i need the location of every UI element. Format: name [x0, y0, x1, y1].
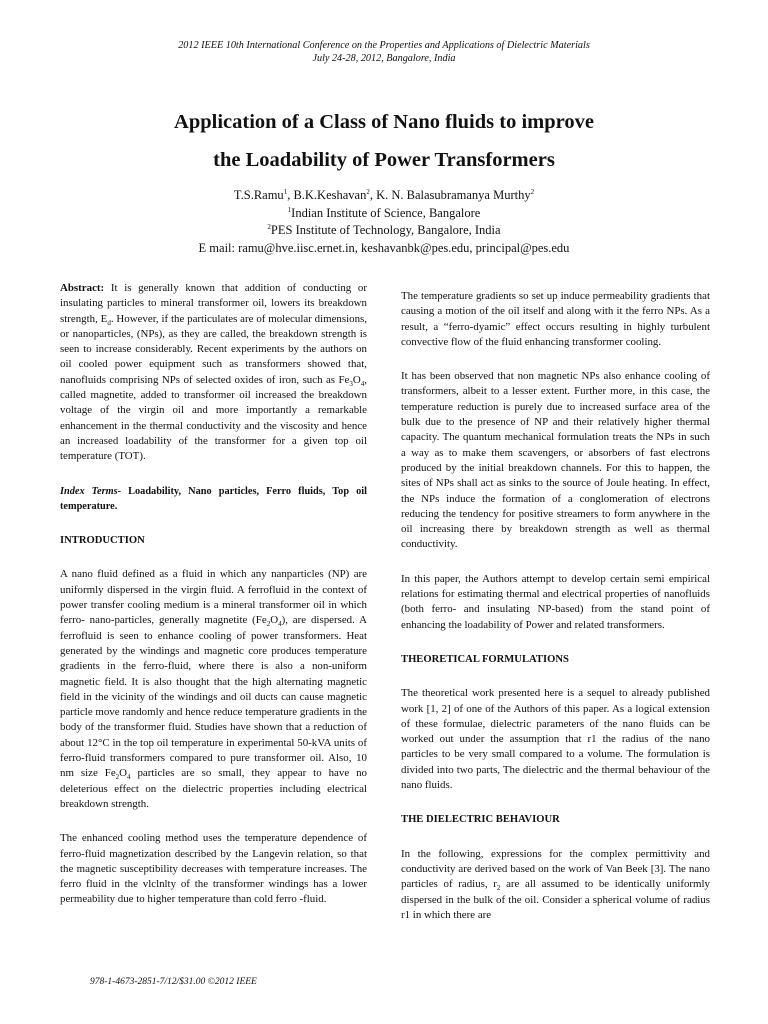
author-emails: E mail: ramu@hve.iisc.ernet.in, keshavanbk@pes.edu, principal@pes.edu [198, 240, 570, 255]
title-line-2: the Loadability of Power Transformers [213, 149, 555, 171]
right-paragraph-5: In the following, expressions for the complex permittivity and conductivity are derived based on the work of Van Beek [3]. The nano particles of radius, $r_2$ are all assumed to be identically uniformly dispersed in the bulk of the oil. Consider a spherical volume of radius r1 in which there are [401, 847, 710, 921]
affiliation-2: $^2$PES Institute of Technology, Bangalore, India [267, 222, 501, 237]
affil-mark: 2 [530, 187, 535, 196]
author-names: T.S.Ramu$^1$, B.K.Keshavan$^2$, K. N. Balasubramanya Murthy$^2$ [233, 187, 535, 202]
right-paragraph-2: It has been observed that non magnetic NPs also enhance cooling of transformers, albeit to a lesser extent. Further more, in this case, the temperature reduction is purely due to increased surface area of the bulk due to the presence of NP and their relatively higher thermal capacity. The quantum mechanical formulation treats the NPs in such a way as to make them scavengers, or absorbers of fast electrons produced by the initial breakdown channels. For this to happen, the sites of NPs shall act as sinks to the source of Joule heating. In effect, the NPs induce the formation of a conglomeration of electrons reducing the tendency for positive streamers to form anywhere in the oil increasing there by breakdown strength as well as thermal conductivity. [401, 370, 710, 551]
conference-dates: July 24-28, 2012, Bangalore, India [312, 53, 456, 64]
conference-header [0, 39, 768, 65]
affil-mark: 2 [366, 187, 370, 196]
affil-mark: 1 [287, 205, 292, 214]
index-terms: Index Terms- Loadability, Nano particles, Ferro fluids, Top oil temperature. [60, 485, 368, 512]
intro-paragraph-1: A nano fluid defined as a fluid in which any nanparticles (NP) are uniformly dispersed in the virgin fluid. A ferrofluid in the context of power transfer cooling medium is a mineral transformer oil in which ferro- nano-particles, generally magnetite $(Fe_2O_4)$, are dispersed. A ferrofluid is seen to enhance cooling of power transformers. Heat generated by the windings and magnetic core produces temperature gradients in the ferro-fluid, where there is also a non-uniform magnetic field. It is also thought that the high alternating magnetic field in the vicinity of the windings and oil ducts can cause magnetic particle move randomly and hence reduce temperature gradients in the body of the transformer fluid. Studies have shown that a reduction of about 12°C in the top oil temperature in experimental 50-kVA units of ferro-fluid transformers compared to pure transformer oil. Also, 10 nm size $Fe_2O_4$ particles are so small, they appear to have no deleterious effect on the dielectric properties including electrical breakdown strength. [60, 568, 367, 810]
right-paragraph-1: The temperature gradients so set up induce permeability gradients that causing a motion of the oil itself and along with it the ferro NPs. As a result, a “ferro-dyamic” effect occurs resulting in highly turbulent convective flow of the fluid enhancing transformer cooling. [401, 290, 710, 348]
affil-mark: 2 [267, 222, 271, 231]
abstract: Abstract: It is generally known that addition of conducting or insulating particles to mineral transformer oil, lowers its breakdown strength, $E_d$. However, if the particulates are of molecular dimensions, or nanoparticles, (NPs), as they are called, the breakdown strength is seen to increase considerably. Recent experiments by the authors on oil cooled power equipment such as transformers showed that, nanofluids comprising NPs of selected oxides of iron, such as $Fe_3O_4$, called magnetite, added to transformer oil increased the breakdown voltage of the virgin oil and more importantly a remarkable enhancement in the thermal conductivity and the viscosity and hence an increased loadability of the transformer for a given top oil temperature (TOT). [60, 282, 367, 463]
author-1: T.S.Ramu [233, 188, 284, 202]
affiliation-1: $^1$Indian Institute of Science, Bangalore [287, 205, 481, 220]
author-block [0, 187, 768, 257]
index-terms-label: Index Terms- [60, 485, 122, 497]
right-paragraph-4: The theoretical work presented here is a sequel to already published work [1, 2] of one of the Authors of this paper. As a logical extension of these formulae, dielectric parameters of the nano fluids can be worked out under the assumption that r1 the radius of the nano particles to be very small compared to a volume. The formulation is divided into two parts, The dielectric and the thermal behaviour of the nano fluids. [401, 687, 710, 792]
abstract-label: Abstract: [60, 282, 105, 294]
author-3: K. N. Balasubramanya Murthy [376, 188, 531, 202]
conference-name: 2012 IEEE 10th International Conference on the Properties and Applications of Dielectric Materials [178, 40, 590, 51]
section-heading-dielectric: THE DIELECTRIC BEHAVIOUR [401, 814, 560, 826]
right-paragraph-3: In this paper, the Authors attempt to develop certain semi empirical relations for estimating thermal and electrical properties of nanofluids (both ferro- and insulating NP-based) from the stand point of enhancing the loadability of Power and related transformers. [401, 572, 710, 631]
paper-title [0, 103, 768, 179]
right-column [401, 289, 710, 923]
section-heading-theoretical: THEORETICAL FORMULATIONS [401, 653, 569, 665]
title-line-1: Application of a Class of Nano fluids to improve [174, 111, 594, 133]
author-2: B.K.Keshavan [293, 188, 367, 202]
left-column [60, 281, 367, 908]
copyright-footer: 978-1-4673-2851-7/12/$31.00 ©2012 IEEE [90, 977, 257, 987]
section-heading-introduction: INTRODUCTION [60, 535, 145, 547]
intro-paragraph-2: The enhanced cooling method uses the temperature dependence of ferro-fluid magnetization described by the Langevin relation, so that the magnetic susceptibility decreases with temperature increases. The ferro fluid in the vlclnlty of the transformer windings has a lower permeability due to higher temperature than cold ferro -fluid. [60, 832, 367, 906]
affil-mark: 1 [283, 187, 288, 196]
